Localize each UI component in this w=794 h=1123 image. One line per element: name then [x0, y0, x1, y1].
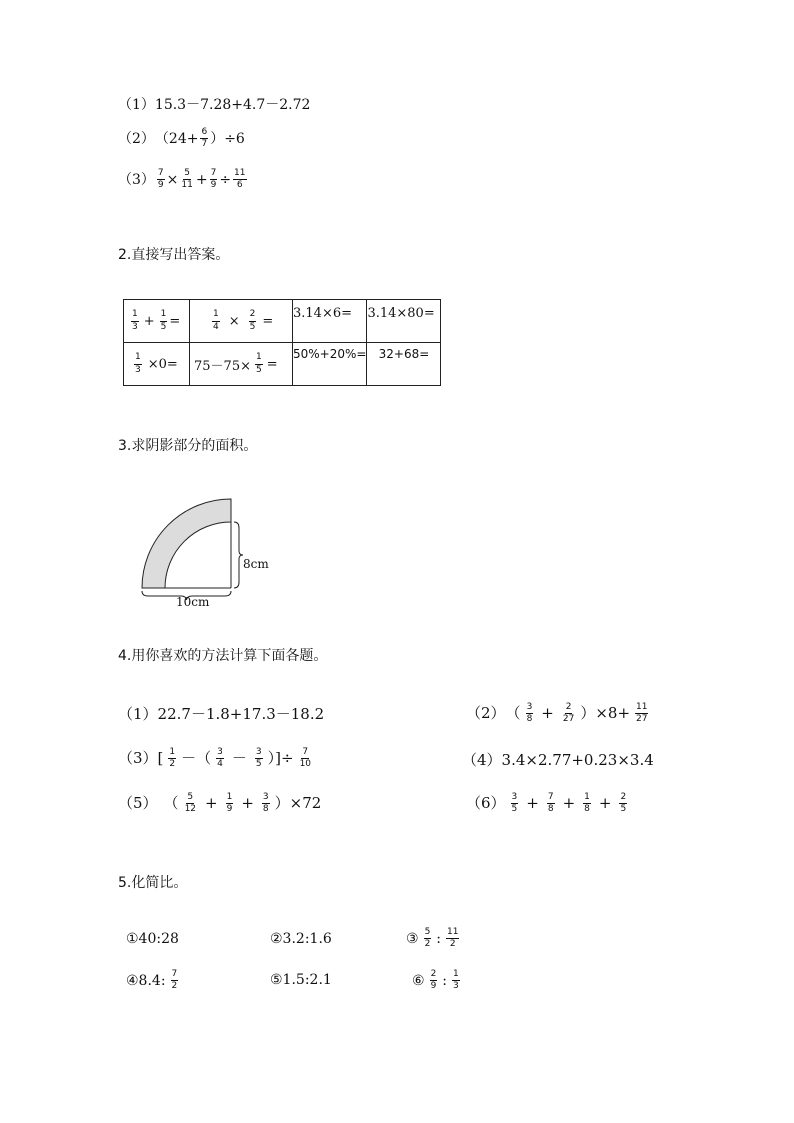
table-cell: 75－75× $\frac{1}{5}$ = [190, 343, 293, 386]
fraction: $\frac{7}{9}$ [157, 168, 164, 191]
table-cell: 32+68= [367, 343, 441, 386]
ratio-5: ⑤1.5:2.1 [270, 972, 332, 988]
section4-q3: （3） [ $\frac{1}{2}$ －（ $\frac{3}{4}$ － $\frac{3}{5}$ ）]÷ $\frac{7}{10}$ [118, 747, 312, 770]
table-cell: $\frac{1}{3}$ + $\frac{1}{5}$ = [124, 300, 190, 343]
section4-q6: （6） $\frac{3}{5}$ + $\frac{7}{8}$ + $\frac{1}{8}$ + $\frac{2}{5}$ [466, 792, 627, 815]
operator: × [166, 171, 179, 188]
fraction: $\frac{11}{6}$ [234, 168, 246, 191]
section2-heading: 2.直接写出答案。 [118, 247, 230, 263]
section5-heading: 5.化简比。 [118, 875, 188, 891]
answer-table [123, 299, 441, 386]
section4-q1: （1） 22.7－1.8+17.3－18.2 [118, 705, 325, 723]
section4-q5: （5） （ $\frac{5}{12}$ + $\frac{1}{9}$ + $\frac{3}{8}$ ）×72 [118, 792, 322, 815]
section1-q3 [118, 169, 249, 191]
ratio-1: ①40:28 [126, 931, 179, 947]
q-label: （3） [118, 171, 155, 188]
table-cell: 50%+20%= [293, 343, 367, 386]
operator: + [195, 171, 208, 188]
fraction: $\frac{5}{11}$ [181, 168, 193, 191]
table-cell: 3.14×80= [367, 300, 441, 343]
q-label: （1） [118, 97, 155, 113]
operator: ÷ [219, 171, 232, 188]
section3-heading: 3.求阴影部分的面积。 [118, 438, 258, 454]
q-open: （24+ [154, 130, 199, 147]
section4-heading: 4.用你喜欢的方法计算下面各题。 [118, 648, 328, 664]
ratio-2: ②3.2:1.6 [270, 931, 332, 947]
section4-q2: （2） （ $\frac{3}{8}$ + $\frac{2}{27}$ ）×8+ $\frac{11}{27}$ [466, 702, 648, 725]
section4-q4: （4） 3.4×2.77+0.23×3.4 [462, 751, 654, 769]
section1-q2 [118, 128, 245, 150]
q-close: ）÷6 [210, 130, 245, 147]
label-8cm: 8cm [243, 557, 269, 571]
label-10cm: 10cm [176, 595, 210, 609]
shaded-area-figure [135, 492, 285, 612]
q-label: （2） [118, 130, 155, 147]
table-cell: $\frac{1}{4}$ × $\frac{2}{5}$ = [190, 300, 293, 343]
fraction: $\frac{6}{7}$ [201, 127, 208, 150]
ratio-3: ③ $\frac{5}{2}$ : $\frac{11}{2}$ [406, 927, 459, 950]
ratio-6: ⑥ $\frac{2}{9}$ : $\frac{1}{3}$ [412, 969, 459, 992]
shaded-ring [142, 499, 231, 588]
brace-8cm [234, 522, 243, 588]
table-cell: 3.14×6= [293, 300, 367, 343]
section1-q1 [118, 98, 310, 112]
table-cell: $\frac{1}{3}$ ×0= [124, 343, 190, 386]
q-expr: 15.3－7.28+4.7－2.72 [154, 97, 311, 113]
ratio-4: ④8.4: $\frac{7}{2}$ [126, 969, 178, 992]
fraction: $\frac{7}{9}$ [210, 168, 217, 191]
